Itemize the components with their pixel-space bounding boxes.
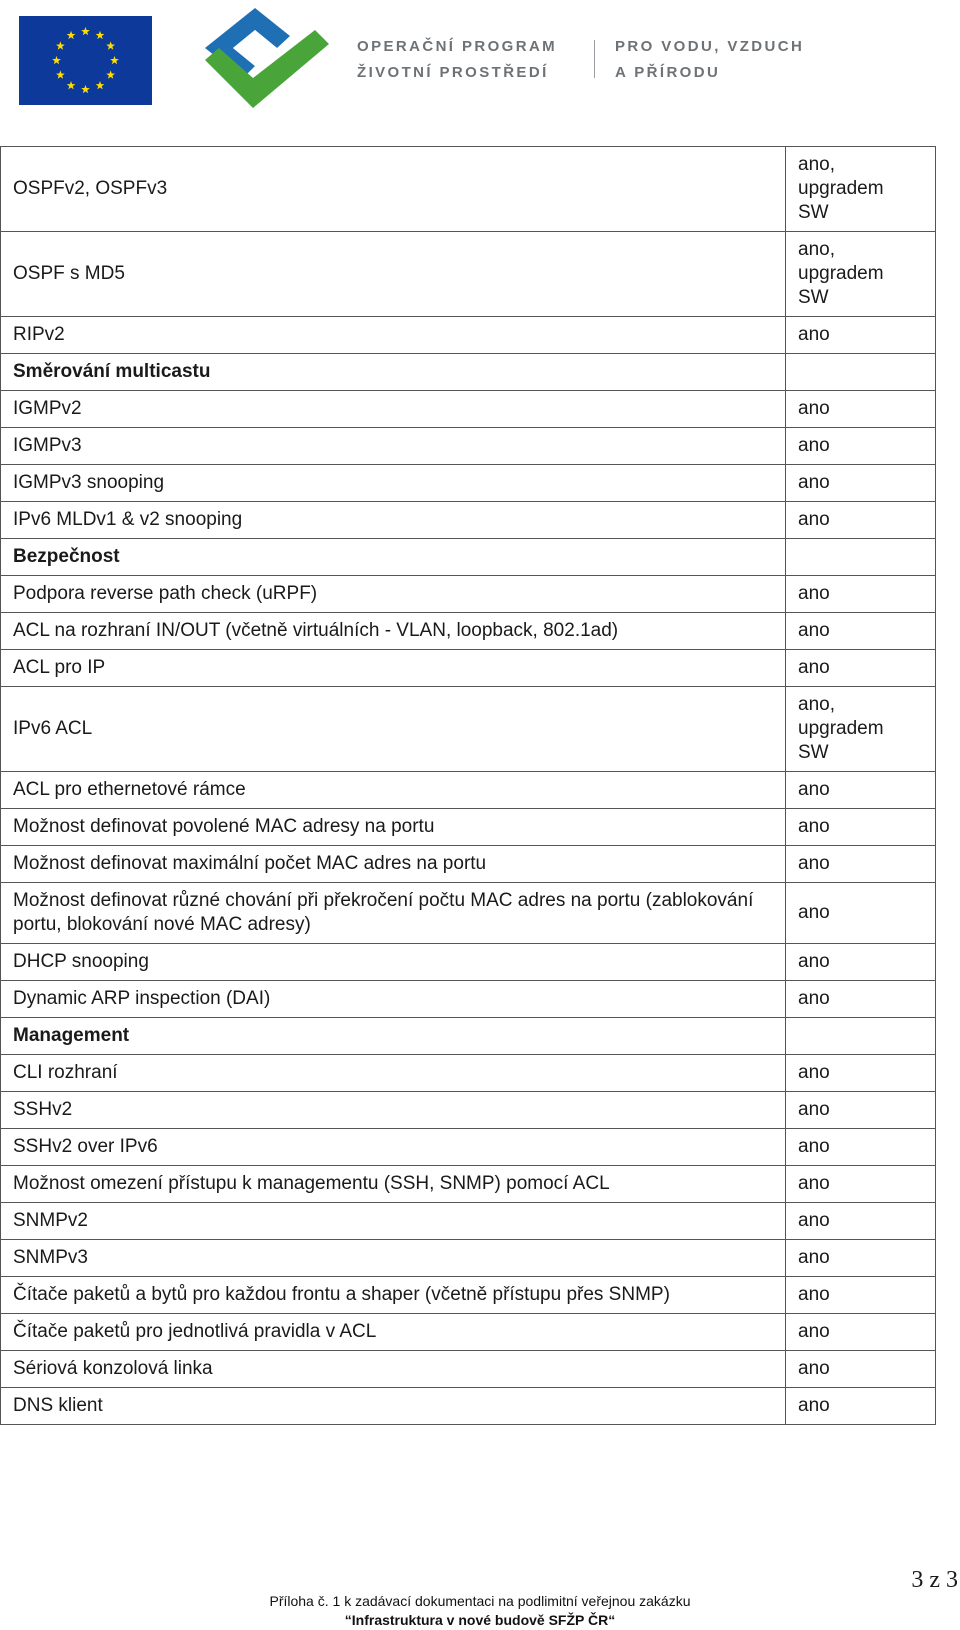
section-title: Bezpečnost [1,539,786,576]
requirement-label: IPv6 MLDv1 & v2 snooping [1,502,786,539]
requirement-value-line: upgradem [798,718,884,739]
requirement-value-line: ano [798,435,830,456]
requirement-label: Čítače paketů a bytů pro každou frontu a shaper (včetně přístupu přes SNMP) [1,1277,786,1314]
requirement-value-line: upgradem [798,263,884,284]
requirement-value [786,391,936,428]
requirement-label: IGMPv3 [1,428,786,465]
requirement-label: Možnost definovat maximální počet MAC adres na portu [1,846,786,883]
footer-line-2: “Infrastruktura v nové budově SFŽP ČR“ [344,1612,616,1628]
requirement-value [786,147,936,232]
requirement-value-line: ano [798,988,830,1009]
table-row [1,772,936,809]
requirement-value-line: ano [798,1136,830,1157]
requirement-value-line: SW [798,287,829,308]
requirement-label: Dynamic ARP inspection (DAI) [1,981,786,1018]
requirement-value-line: ano [798,1062,830,1083]
table-row [1,391,936,428]
table-row [1,465,936,502]
section-header-row [1,1018,936,1055]
requirement-value [786,809,936,846]
header-divider [594,40,595,78]
requirement-label: SNMPv2 [1,1203,786,1240]
table-row [1,428,936,465]
requirement-label: IGMPv2 [1,391,786,428]
specification-table-body [1,147,936,1425]
table-row [1,650,936,687]
requirement-value-line: ano [798,1210,830,1231]
table-row [1,1277,936,1314]
requirement-value-line: ano [798,779,830,800]
section-title: Směrování multicastu [1,354,786,391]
requirement-value-line: ano [798,1284,830,1305]
page-footer [250,1592,710,1630]
table-row [1,809,936,846]
requirement-label: Sériová konzolová linka [1,1351,786,1388]
requirement-value [786,1314,936,1351]
requirement-value [786,354,936,391]
specification-table [0,146,936,1425]
requirement-value [786,232,936,317]
table-row [1,232,936,317]
requirement-value [786,1129,936,1166]
requirement-value [786,539,936,576]
table-row [1,576,936,613]
table-row [1,1055,936,1092]
requirement-value-line: ano [798,398,830,419]
section-header-row [1,354,936,391]
requirement-value [786,1092,936,1129]
requirement-value [786,846,936,883]
requirement-value-line: ano [798,853,830,874]
requirement-value-line: ano [798,657,830,678]
footer-line-1: Příloha č. 1 k zadávací dokumentaci na podlimitní veřejnou zakázku [269,1593,691,1609]
requirement-label: OSPF s MD5 [1,232,786,317]
table-row [1,1092,936,1129]
requirement-value [786,687,936,772]
requirement-label: Možnost definovat různé chování při překročení počtu MAC adres na portu (zablokování portu, blokování nové MAC adresy) [1,883,786,944]
requirement-value-line: ano [798,1358,830,1379]
opzp-logo [205,8,335,108]
requirement-value [786,1018,936,1055]
section-title: Management [1,1018,786,1055]
requirement-value [786,317,936,354]
requirement-label: RIPv2 [1,317,786,354]
table-row [1,1129,936,1166]
table-row [1,1240,936,1277]
requirement-value-line: ano [798,902,830,923]
table-row [1,502,936,539]
table-row [1,147,936,232]
program-name [357,34,557,86]
table-row [1,981,936,1018]
table-row [1,1351,936,1388]
table-row [1,1166,936,1203]
requirement-value-line: ano [798,1395,830,1416]
requirement-label: Možnost definovat povolené MAC adresy na portu [1,809,786,846]
program-tagline-line-2: A PŘÍRODU [615,64,721,81]
program-name-line-1: OPERAČNÍ PROGRAM [357,38,558,55]
requirement-label: IGMPv3 snooping [1,465,786,502]
requirement-label: SSHv2 [1,1092,786,1129]
table-row [1,944,936,981]
requirement-value-line: ano [798,1321,830,1342]
requirement-value [786,502,936,539]
requirement-value [786,1055,936,1092]
table-row [1,687,936,772]
requirement-value [786,944,936,981]
table-row [1,317,936,354]
table-row [1,846,936,883]
page-number: 3 z 3 [911,1567,958,1593]
requirement-value-line: ano, [798,239,835,260]
requirement-value-line: ano [798,472,830,493]
requirement-value [786,772,936,809]
table-row [1,1388,936,1425]
requirement-value [786,883,936,944]
requirement-label: CLI rozhraní [1,1055,786,1092]
requirement-label: DNS klient [1,1388,786,1425]
requirement-value-line: ano, [798,694,835,715]
eu-flag-logo [19,16,152,105]
requirement-value-line: ano [798,1247,830,1268]
requirement-value-line: ano [798,583,830,604]
page-header [0,0,960,120]
section-header-row [1,539,936,576]
requirement-value [786,1388,936,1425]
requirement-value-line: ano [798,1099,830,1120]
table-row [1,883,936,944]
requirement-value-line: ano [798,620,830,641]
table-row [1,613,936,650]
program-name-line-2: ŽIVOTNÍ PROSTŘEDÍ [357,64,549,81]
requirement-value [786,1166,936,1203]
table-row [1,1203,936,1240]
requirement-value-line: ano [798,1173,830,1194]
requirement-value-line: upgradem [798,178,884,199]
requirement-label: SSHv2 over IPv6 [1,1129,786,1166]
requirement-value [786,613,936,650]
requirement-value [786,1203,936,1240]
eu-stars-icon [19,16,152,105]
requirement-value [786,1351,936,1388]
requirement-value [786,981,936,1018]
requirement-value [786,650,936,687]
requirement-label: Možnost omezení přístupu k managementu (SSH, SNMP) pomocí ACL [1,1166,786,1203]
table-row [1,1314,936,1351]
program-tagline [615,34,804,86]
requirement-value [786,1277,936,1314]
requirement-value [786,1240,936,1277]
requirement-value [786,576,936,613]
requirement-label: Čítače paketů pro jednotlivá pravidla v ACL [1,1314,786,1351]
requirement-value [786,465,936,502]
requirement-label: ACL pro IP [1,650,786,687]
requirement-value-line: ano, [798,154,835,175]
requirement-value-line: SW [798,202,829,223]
requirement-value-line: ano [798,816,830,837]
requirement-label: ACL na rozhraní IN/OUT (včetně virtuálních - VLAN, loopback, 802.1ad) [1,613,786,650]
requirement-label: Podpora reverse path check (uRPF) [1,576,786,613]
requirement-value [786,428,936,465]
requirement-label: ACL pro ethernetové rámce [1,772,786,809]
requirement-value-line: SW [798,742,829,763]
program-tagline-line-1: PRO VODU, VZDUCH [615,38,805,55]
requirement-value-line: ano [798,324,830,345]
requirement-label: SNMPv3 [1,1240,786,1277]
requirement-label: DHCP snooping [1,944,786,981]
requirement-value-line: ano [798,509,830,530]
requirement-value-line: ano [798,951,830,972]
requirement-label: OSPFv2, OSPFv3 [1,147,786,232]
requirement-label: IPv6 ACL [1,687,786,772]
